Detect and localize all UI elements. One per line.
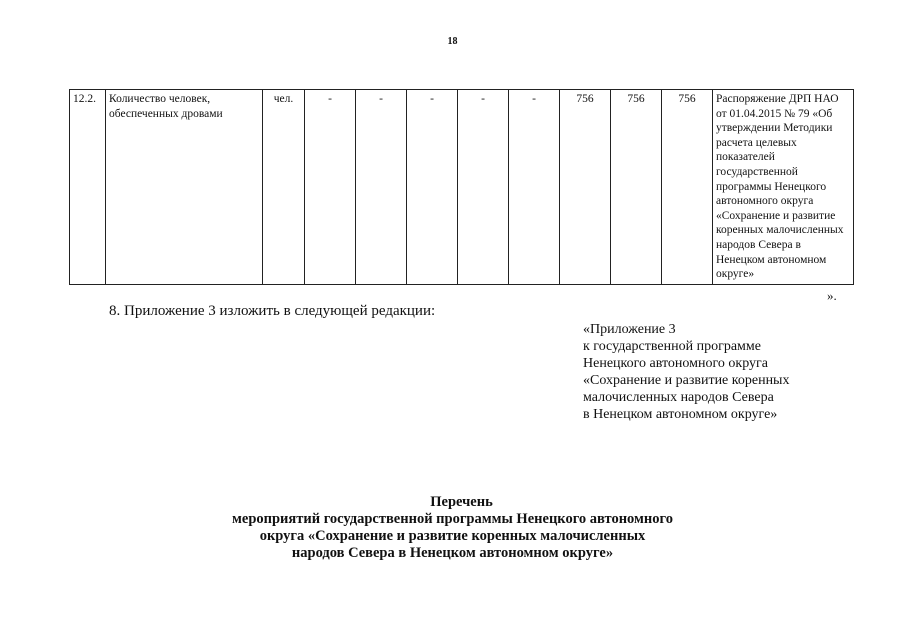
appendix-header-line: Ненецкого автономного округа (583, 356, 768, 371)
list-title-line: народов Севера в Ненецком автономном округе» (291, 545, 614, 561)
appendix-header-line: в Ненецком автономном округе» (583, 407, 778, 422)
list-title-line: мероприятий государственной программы Ненецкого автономного (232, 511, 673, 527)
list-title (0, 494, 905, 562)
appendix-header-line: «Сохранение и развитие коренных (583, 373, 790, 388)
instruction-paragraph: 8. Приложение 3 изложить в следующей редакции: (109, 303, 436, 319)
list-title-line: округа «Сохранение и развитие коренных малочисленных (259, 528, 646, 544)
unit-cell: чел. (263, 90, 305, 285)
appendix-header-line: к государственной программе (583, 339, 761, 354)
appendix-header-line: «Приложение 3 (583, 322, 676, 337)
row-number-cell: 12.2. (70, 90, 106, 285)
dash-cell-3: - (407, 90, 458, 285)
list-title-line: Перечень (430, 494, 493, 510)
indicators-table (69, 89, 854, 285)
indicator-name-cell: Количество человек, обеспеченных дровами (106, 90, 263, 285)
appendix-header (583, 321, 789, 423)
value-cell-1: 756 (560, 90, 611, 285)
value-cell-3: 756 (662, 90, 713, 285)
dash-cell-2: - (356, 90, 407, 285)
table-row (70, 90, 854, 285)
dash-cell-5: - (509, 90, 560, 285)
dash-cell-1: - (305, 90, 356, 285)
dash-cell-4: - (458, 90, 509, 285)
closing-quote: ». (827, 288, 837, 303)
basis-cell: Распоряжение ДРП НАО от 01.04.2015 № 79 «Об утверждении Методики расчета целевых показателей государственной программы Ненецкого автономного округа «Сохранение и развитие коренных малочисленных народов Севера в Ненецком автономном округе» (713, 90, 854, 285)
value-cell-2: 756 (611, 90, 662, 285)
page-number: 18 (447, 36, 458, 47)
appendix-header-line: малочисленных народов Севера (583, 390, 774, 405)
